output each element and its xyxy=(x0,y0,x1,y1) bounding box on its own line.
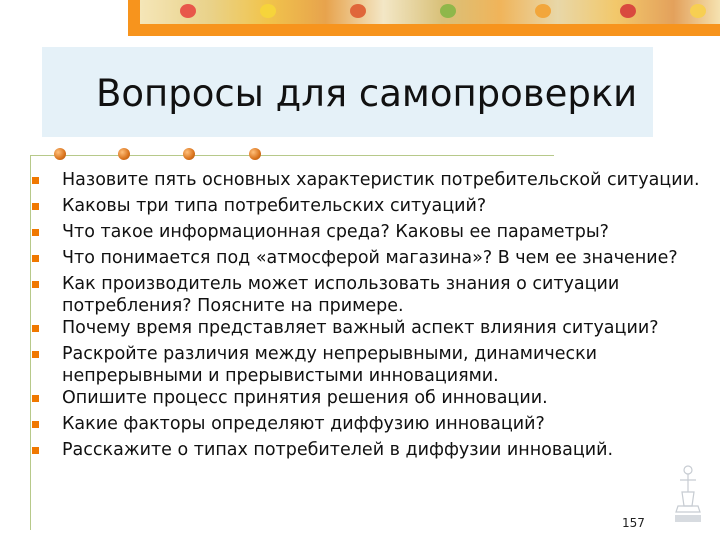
question-text: Каковы три типа потребительских ситуаций? xyxy=(62,196,487,216)
list-item xyxy=(62,219,702,245)
question-text: Почему время представляет важный аспект влияния ситуации? xyxy=(62,318,659,338)
list-item xyxy=(62,245,702,271)
flower-decoration xyxy=(690,4,706,18)
decorative-dot xyxy=(54,148,66,160)
question-text-continued: потребления? Поясните на примере. xyxy=(62,296,404,316)
decorative-dot xyxy=(249,148,261,160)
list-item xyxy=(62,385,702,411)
floral-banner-image xyxy=(140,0,720,24)
flower-decoration xyxy=(350,4,366,18)
square-bullet-icon xyxy=(32,229,39,236)
flower-decoration xyxy=(180,4,196,18)
square-bullet-icon xyxy=(32,177,39,184)
square-bullet-icon xyxy=(32,281,39,288)
list-item xyxy=(62,167,702,193)
question-text: Что понимается под «атмосферой магазина»? В чем ее значение? xyxy=(62,248,678,268)
list-item xyxy=(62,437,702,463)
slide-title: Вопросы для самопроверки xyxy=(96,72,638,115)
square-bullet-icon xyxy=(32,203,39,210)
question-text: Какие факторы определяют диффузию инноваций? xyxy=(62,414,545,434)
list-item xyxy=(62,271,702,319)
list-item xyxy=(62,193,702,219)
question-list xyxy=(62,167,702,463)
question-text: Что такое информационная среда? Каковы ее параметры? xyxy=(62,222,609,242)
question-text: Назовите пять основных характеристик потребительской ситуации. xyxy=(62,170,700,190)
decorative-dot xyxy=(118,148,130,160)
square-bullet-icon xyxy=(32,395,39,402)
question-text: Раскройте различия между непрерывными, динамически xyxy=(62,344,598,364)
list-item xyxy=(62,315,702,341)
decorative-rule xyxy=(30,155,554,156)
flower-decoration xyxy=(620,4,636,18)
page-number: 157 xyxy=(622,516,645,530)
question-text-continued: непрерывными и прерывистыми инновациями. xyxy=(62,366,499,386)
question-text: Опишите процесс принятия решения об инновации. xyxy=(62,388,548,408)
question-text: Как производитель может использовать знания о ситуации xyxy=(62,274,620,294)
square-bullet-icon xyxy=(32,447,39,454)
square-bullet-icon xyxy=(32,325,39,332)
flower-decoration xyxy=(440,4,456,18)
question-text: Расскажите о типах потребителей в диффузии инноваций. xyxy=(62,440,614,460)
square-bullet-icon xyxy=(32,255,39,262)
flower-decoration xyxy=(535,4,551,18)
flower-decoration xyxy=(260,4,276,18)
decorative-dot xyxy=(183,148,195,160)
university-emblem-icon xyxy=(670,462,706,524)
list-item xyxy=(62,411,702,437)
decorative-rule-vertical xyxy=(30,155,31,530)
list-item xyxy=(62,341,702,389)
square-bullet-icon xyxy=(32,351,39,358)
square-bullet-icon xyxy=(32,421,39,428)
